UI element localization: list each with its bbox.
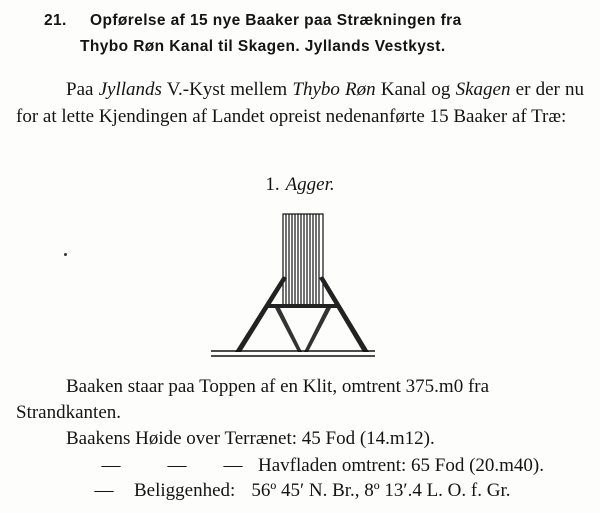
place-thybo-ron: Thybo Røn	[292, 79, 376, 100]
figure-number: 1.	[265, 174, 280, 195]
position-label: Beliggenhed:	[134, 480, 236, 501]
place-skagen: Skagen	[455, 79, 511, 100]
ditto-dash-3: —	[223, 455, 243, 476]
heading-title-line-2: Thybo Røn Kanal til Skagen. Jyllands Vestkyst.	[80, 38, 446, 55]
ditto-dash: —	[94, 480, 114, 501]
print-speck	[64, 253, 67, 256]
height-text: Baakens Høide over Terrænet: 45 Fod (14.m12).	[66, 428, 435, 449]
figure-title: Agger.	[285, 174, 335, 195]
position-line	[16, 478, 588, 504]
location-text: Baaken staar paa Toppen af en Klit, omtrent 375.m0 fra Strandkanten.	[16, 376, 490, 423]
position-value: 56º 45′ N. Br., 8º 13′.4 L. O. f. Gr.	[251, 480, 511, 501]
height-line	[16, 426, 588, 452]
sea-level-line	[16, 453, 588, 479]
place-jyllands: Jyllands	[98, 79, 162, 100]
heading-title-line-1: Opførelse af 15 nye Baaker paa Strækningen fra	[90, 12, 462, 29]
ditto-dash-1: —	[101, 455, 121, 476]
location-paragraph	[16, 374, 588, 426]
intro-text-3: Kanal og	[375, 79, 456, 100]
sea-level-text: Havfladen omtrent: 65 Fod (20.m40).	[258, 455, 545, 476]
wooden-beacon-icon	[205, 208, 375, 360]
figure-caption	[0, 174, 600, 196]
section-number: 21.	[44, 12, 67, 29]
intro-text-1: Paa	[66, 79, 99, 100]
heading-line-1	[44, 8, 584, 34]
section-heading	[44, 8, 584, 60]
intro-text-2: V.-Kyst mellem	[161, 79, 293, 100]
ditto-dash-2: —	[167, 455, 187, 476]
intro-paragraph	[16, 76, 584, 130]
intro-text-4: er der nu for at lette Kjendingen af Landet opreist nedenanførte 15 Baaker af Træ:	[16, 79, 585, 127]
